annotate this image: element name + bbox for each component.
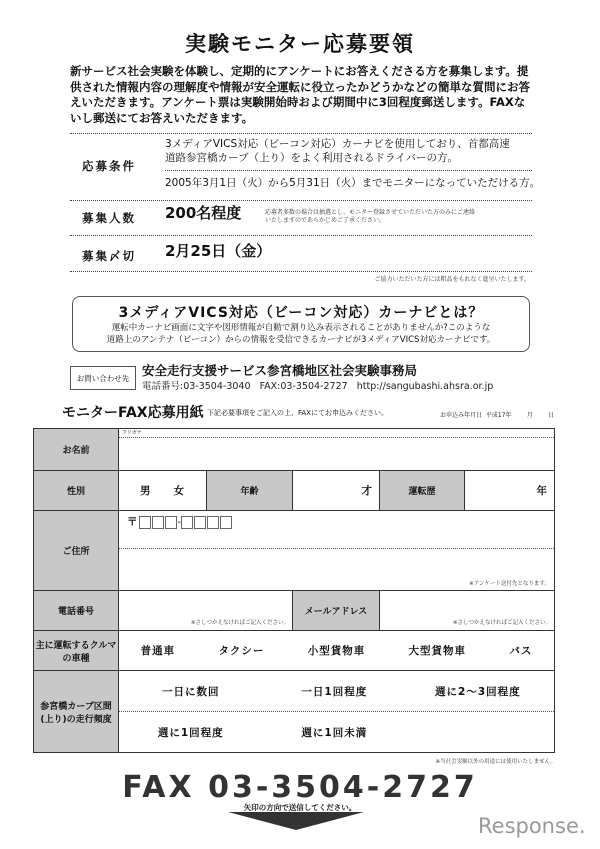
frequency-option[interactable]: 週に1回程度	[157, 726, 224, 739]
contact-org: 安全走行支援サービス参宮橋地区社会実験事務局	[142, 363, 418, 378]
sex-label: 性別	[34, 471, 119, 511]
response-logo: Response.	[478, 814, 586, 838]
date-label: お申込み年月日	[440, 412, 483, 419]
privacy-note: ※当社会実験以外の用途には使用いたしません。	[435, 759, 556, 765]
arrow-down-icon	[228, 812, 364, 830]
info-box-title: 3メディアVICS対応（ビーコン対応）カーナビとは？	[118, 305, 484, 321]
contact-details	[142, 378, 493, 392]
divider	[70, 235, 532, 236]
page-title: 実験モニター応募要領	[185, 32, 415, 56]
phone-field[interactable]	[119, 591, 293, 631]
vehicle-label: 主に運転するクルマの車種	[34, 631, 119, 671]
contact-fax: FAX:03-3504-2727	[259, 381, 348, 392]
condition-1: 3メディアVICS対応（ビーコン対応）カーナビを使用しており、首都高速道路参宮橋カーブ（上り）をよく利用されるドライバーの方。	[165, 138, 510, 164]
application-form	[33, 428, 555, 753]
recruit-value: 200名程度	[165, 204, 242, 222]
frequency-label: 参宮橋カーブ区間(上り)の走行頻度	[34, 671, 119, 753]
age-field[interactable]	[293, 471, 380, 511]
condition-2: 2005年3月1日（火）から5月31日（火）までモニターになっていただける方。	[165, 177, 541, 189]
experience-field[interactable]	[465, 471, 555, 511]
divider	[70, 200, 532, 201]
address-field[interactable]	[119, 511, 555, 591]
email-note: ※さしつかえなければご記入ください。	[452, 620, 551, 626]
experience-label: 運転歴	[380, 471, 465, 511]
vehicle-option[interactable]: 普通車	[140, 645, 176, 657]
postal-dash: -	[177, 517, 181, 528]
phone-note: ※さしつかえなければご記入ください。	[190, 620, 289, 626]
conditions-label: 応募条件	[82, 159, 136, 173]
form-date	[440, 410, 554, 419]
frequency-option[interactable]: 週に2～3回程度	[435, 685, 521, 698]
info-box	[72, 296, 530, 352]
experience-unit: 年	[536, 485, 548, 497]
sex-field[interactable]	[119, 471, 207, 511]
male-option[interactable]: 男	[140, 485, 152, 497]
form-subtitle: 下記必要事項をご記入の上、FAXにてお申込みください。	[207, 409, 388, 417]
furigana-label: フリガナ	[119, 429, 554, 438]
recruit-note: 応募者多数の場合は抽選とし、モニター登録させていただいた方のみにご連絡いたしますのであらかじめご了承ください。	[265, 209, 476, 224]
frequency-option[interactable]: 週に1回未満	[301, 726, 368, 739]
date-day: 日	[548, 412, 555, 419]
address-note: ※アンケート送付先となります。	[469, 581, 550, 587]
name-label: お名前	[34, 429, 119, 471]
vehicle-option[interactable]: タクシー	[218, 645, 265, 657]
postal-mark: 〒	[127, 516, 139, 528]
date-era: 平成17年	[485, 412, 512, 419]
address-label: ご住所	[34, 511, 119, 591]
female-option[interactable]: 女	[173, 485, 185, 497]
vehicle-option[interactable]: 大型貨物車	[408, 645, 467, 657]
deadline-label: 募集〆切	[82, 249, 136, 263]
vehicle-options	[119, 631, 555, 671]
date-month: 月	[526, 412, 533, 419]
email-label: メールアドレス	[293, 591, 380, 631]
frequency-option[interactable]: 一日に数回	[162, 685, 220, 698]
form-title: モニターFAX応募用紙	[62, 405, 204, 421]
contact-url[interactable]: http://sangubashi.ahsra.or.jp	[356, 381, 494, 392]
vehicle-option[interactable]: 小型貨物車	[307, 645, 366, 657]
info-box-line: 運転中カーナビ画面に文字や図形情報が自動で割り込み表示されることがありませんか?このような	[111, 323, 491, 333]
contact-phone: 電話番号:03-3504-3040	[142, 381, 251, 392]
postal-code-field[interactable]	[119, 511, 554, 549]
info-box-line: 道路上のアンテナ（ビーコン）からの情報を受信できるカーナビが3メディアVICS対応カーナビです。	[106, 335, 496, 345]
deadline-value: 2月25日（金）	[165, 242, 272, 260]
gift-note: ご協力いただいた方には粗品をもれなく進呈いたします。	[374, 276, 530, 283]
name-field[interactable]	[119, 429, 555, 471]
frequency-option[interactable]: 一日1回程度	[301, 685, 368, 698]
intro-text: 新サービス社会実験を体験し、定期的にアンケートにお答えくださる方を募集します。提供された情報内容の理解度や情報が安全運転に役立ったかどうかなどの簡単な質問にお答えいただきます。アンケート票は実験開始時および期間中に3回程度郵送します。FAXないし郵送にてお答えいただきます。	[70, 64, 530, 125]
divider	[70, 271, 532, 272]
age-unit: 才	[361, 485, 373, 497]
arrow-text: 矢印の方向で送信してください。	[243, 803, 357, 812]
divider	[165, 170, 532, 171]
divider	[70, 133, 532, 134]
vehicle-option[interactable]: バス	[509, 645, 533, 657]
contact-label: お問い合わせ先	[70, 366, 136, 390]
age-label: 年齢	[207, 471, 293, 511]
recruit-label: 募集人数	[82, 211, 136, 225]
phone-label: 電話番号	[34, 591, 119, 631]
fax-number: FAX 03-3504-2727	[122, 770, 478, 805]
email-field[interactable]	[380, 591, 555, 631]
frequency-options	[119, 671, 555, 753]
